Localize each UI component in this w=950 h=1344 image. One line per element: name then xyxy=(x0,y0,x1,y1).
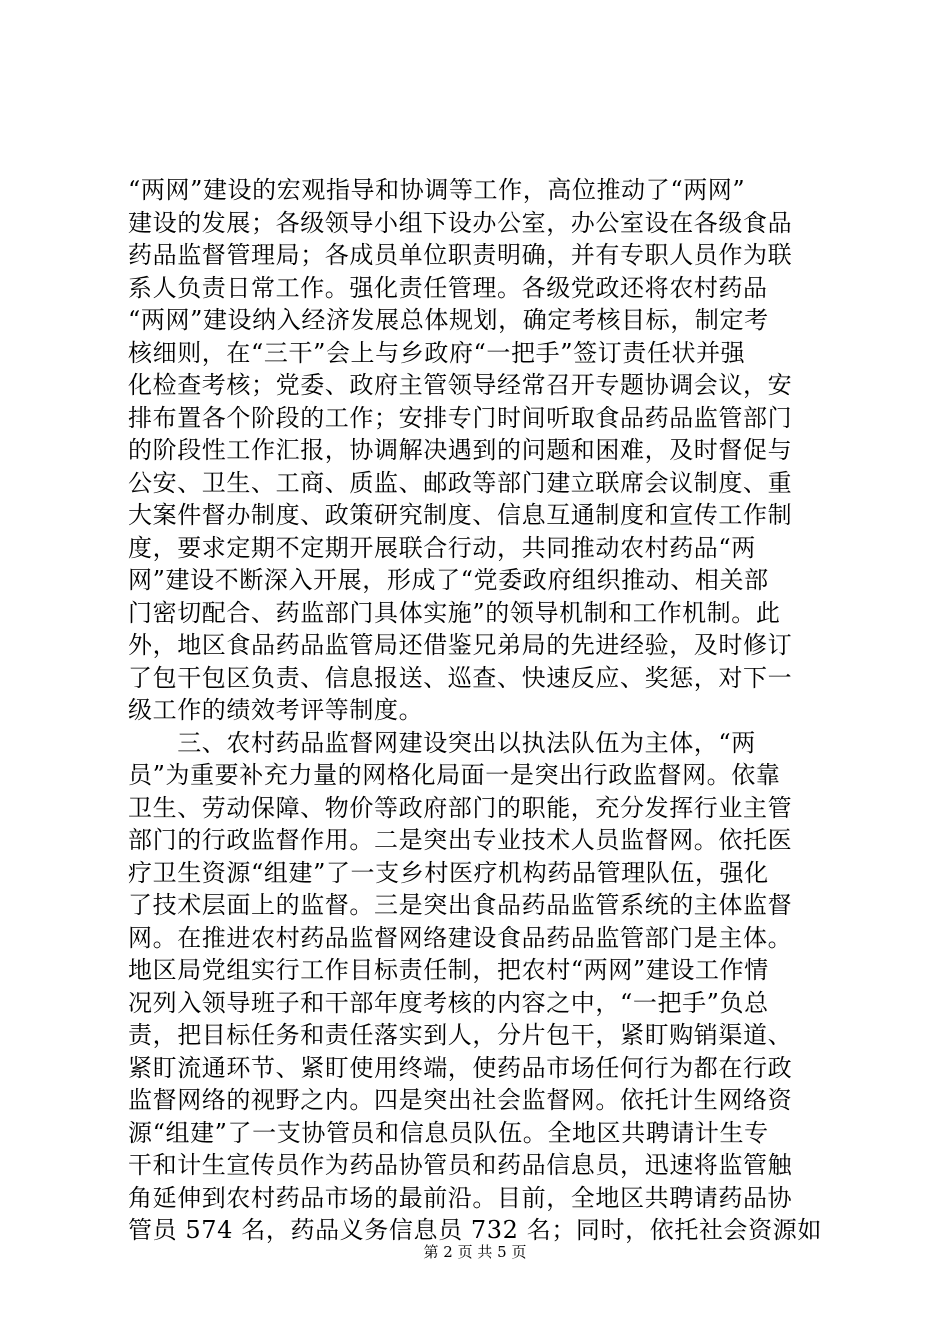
text-line: 源“组建”了一支协管员和信息员队伍。全地区共聘请计生专 xyxy=(128,1118,769,1147)
text-line: 网”建设不断深入开展，形成了“党委政府组织推动、相关部 xyxy=(128,566,769,594)
text-line: 大案件督办制度、政策研究制度、信息互通制度和宣传工作制 xyxy=(128,501,793,529)
text-line: 排布置各个阶段的工作；安排专门时间听取食品药品监管部门 xyxy=(128,403,793,432)
text-line: 网。在推进农村药品监督网络建设食品药品监管部门是主体。 xyxy=(128,923,793,952)
text-line: 责，把目标任务和责任落实到人，分片包干，紧盯购销渠道、 xyxy=(128,1021,793,1049)
text-line: 建设的发展；各级领导小组下设办公室，办公室设在各级食品 xyxy=(128,208,793,237)
text-line: 级工作的绩效考评等制度。 xyxy=(128,696,424,724)
text-line: 了技术层面上的监督。三是突出食品药品监管系统的主体监督 xyxy=(128,891,793,919)
text-line: 门密切配合、药监部门具体实施”的领导机制和工作机制。此 xyxy=(128,598,781,627)
text-line: 监督网络的视野之内。四是突出社会监督网。依托计生网络资 xyxy=(128,1086,793,1114)
text-line: 公安、卫生、工商、质监、邮政等部门建立联席会议制度、重 xyxy=(128,468,793,497)
text-line: 部门的行政监督作用。二是突出专业技术人员监督网。依托医 xyxy=(128,826,793,854)
text-line: 员”为重要补充力量的网格化局面一是突出行政监督网。依靠 xyxy=(128,761,781,789)
text-line: 紧盯流通环节、紧盯使用终端，使药品市场任何行为都在行政 xyxy=(128,1053,793,1082)
body-text xyxy=(128,174,828,1247)
text-line: “两网”建设纳入经济发展总体规划，确定考核目标，制定考 xyxy=(128,306,769,334)
text-line: 核细则，在“三干”会上与乡政府“一把手”签订责任状并强 xyxy=(128,338,746,367)
text-line: 度，要求定期不定期开展联合行动，共同推动农村药品“两 xyxy=(128,533,756,562)
text-line: 的阶段性工作汇报，协调解决遇到的问题和困难，及时督促与 xyxy=(128,436,793,464)
text-line: 干和计生宣传员作为药品协管员和药品信息员，迅速将监管触 xyxy=(128,1151,793,1179)
text-line: 角延伸到农村药品市场的最前沿。目前，全地区共聘请药品协 xyxy=(128,1183,793,1212)
text-line: 疗卫生资源“组建”了一支乡村医疗机构药品管理队伍，强化 xyxy=(128,858,769,887)
page-number-footer: 第 2 页 共 5 页 xyxy=(423,1243,527,1261)
text-line: 况列入领导班子和干部年度考核的内容之中，“一把手”负总 xyxy=(128,988,769,1017)
text-line: 三、农村药品监督网建设突出以执法队伍为主体，“两 xyxy=(128,728,756,757)
text-line: 系人负责日常工作。强化责任管理。各级党政还将农村药品 xyxy=(128,273,768,302)
text-line: 地区局党组实行工作目标责任制，把农村“两网”建设工作情 xyxy=(128,956,769,984)
text-line: 了包干包区负责、信息报送、巡查、快速反应、奖惩，对下一 xyxy=(128,663,793,692)
text-line: 药品监督管理局；各成员单位职责明确，并有专职人员作为联 xyxy=(128,241,793,269)
text-line: 化检查考核；党委、政府主管领导经常召开专题协调会议，安 xyxy=(128,371,793,399)
text-line: “两网”建设的宏观指导和协调等工作，高位推动了“两网” xyxy=(128,176,746,204)
text-line: 外，地区食品药品监管局还借鉴兄弟局的先进经验，及时修订 xyxy=(128,631,793,659)
text-line: 管员 574 名，药品义务信息员 732 名；同时，依托社会资源如 xyxy=(128,1216,822,1244)
text-line: 卫生、劳动保障、物价等政府部门的职能，充分发挥行业主管 xyxy=(128,793,793,822)
